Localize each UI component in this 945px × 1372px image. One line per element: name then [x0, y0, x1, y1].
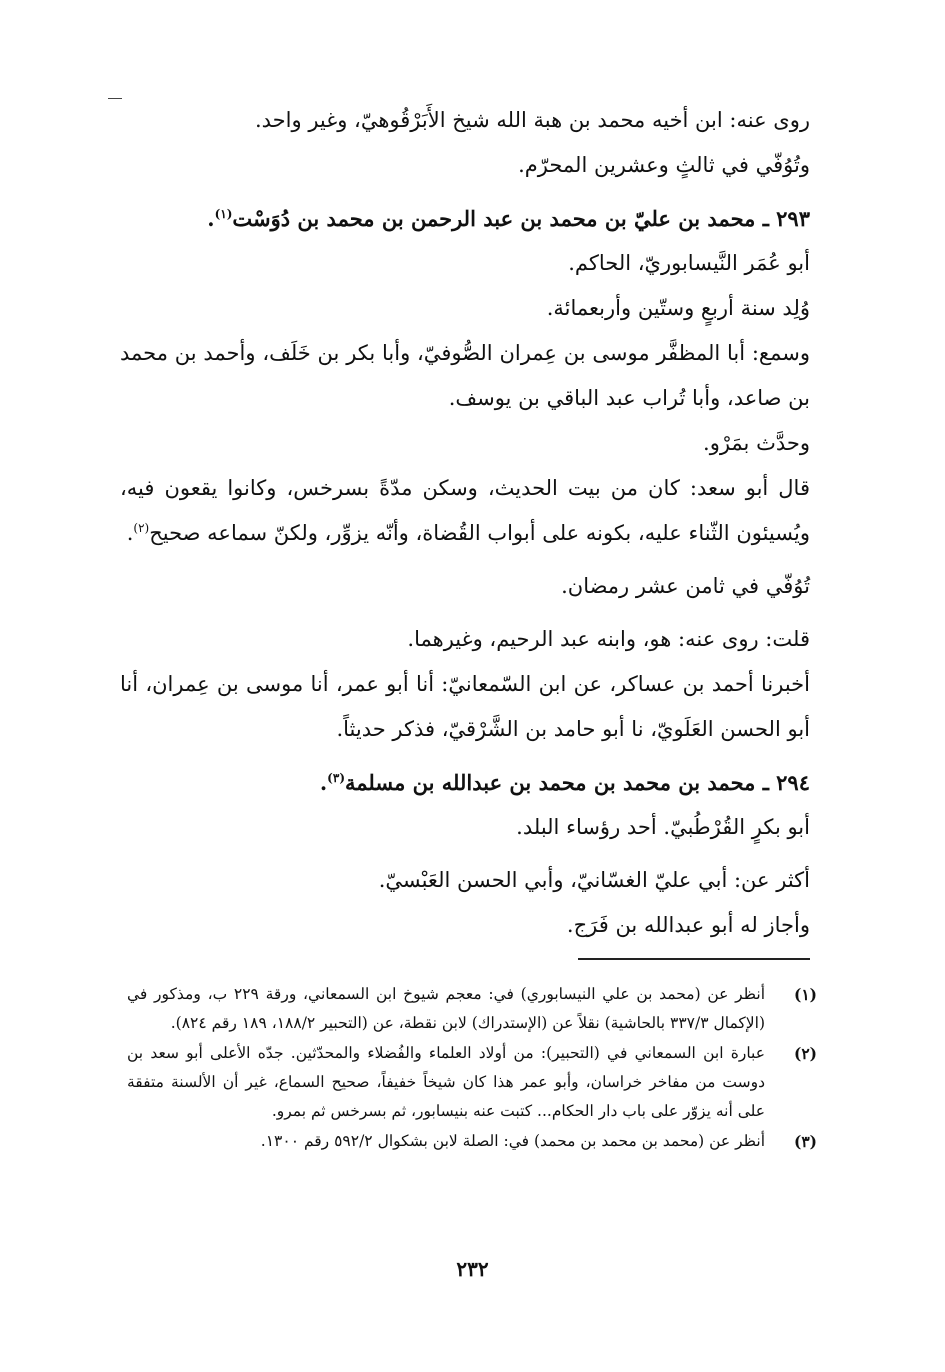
footnote-text: أنظر عن (محمد بن علي النيسابوري) في: معجم شيوخ ابن السمعاني، ورقة ٢٢٩ ب، ومذكور في (الإكمال ٣٣٧/٣ بالحاشية) نقلاً عن (الإستدراك) لابن نقطة، عن (التحبير ١٨٨/٢، ١٨٩ رقم ٨٢٤). — [127, 985, 765, 1032]
footnote — [127, 1127, 817, 1156]
text-line: أبو بكرٍ القُرْطُبيّ. أحد رؤساء البلد. — [516, 815, 810, 839]
entry-294-heading: ٢٩٤ ـ محمد بن محمد بن محمد بن عبدالله بن مسلمة$^{(٣)}$. — [319, 770, 810, 795]
text-line: أكثر عن: أبي عليّ الغسّانيّ، وأبي الحسن العَبْسيّ. — [378, 868, 810, 892]
footnote-ref-3: (٣) — [327, 771, 345, 785]
footnote — [127, 1039, 817, 1126]
text-line: وُلِد سنة أربعٍ وستّين وأربعمائة. — [546, 296, 810, 320]
text-paragraph: أخبرنا أحمد بن عساكر، عن ابن السّمعانيّ: أنا أبو عمر، أنا موسى بن عِمران، أنا أبو الحسن العَلَويّ، نا أبو حامد بن الشَّرْقيّ، فذكر حديثاً. — [120, 672, 810, 741]
text-paragraph: وسمع: أبا المظفَّر موسى بن عِمران الصُّوفيّ، وأبا بكر بن خَلَف، وأحمد بن محمد بن صاعد، وأبا تُراب عبد الباقي بن يوسف. — [120, 341, 810, 410]
footnote-number: (٣) — [793, 1132, 817, 1151]
entry-293-heading: ٢٩٣ ـ محمد بن عليّ بن محمد بن عبد الرحمن بن محمد بن دُوَسْت$^{(١)}$. — [207, 206, 810, 231]
text-line: تُوُفّي في ثامن عشر رمضان. — [561, 574, 810, 598]
main-text — [120, 98, 810, 948]
footnotes — [127, 980, 817, 1157]
text-line: روى عنه: ابن أخيه محمد بن هبة الله شيخ الأَبَرْقُوهيّ، وغير واحد. — [254, 108, 810, 132]
footnote-number: (١) — [793, 985, 817, 1004]
footnote-separator — [578, 958, 810, 960]
footnote-text: أنظر عن (محمد بن محمد بن محمد) في: الصلة لابن بشكوال ٥٩٢/٢ رقم ١٣٠٠. — [260, 1132, 765, 1150]
footnote-number: (٢) — [793, 1044, 817, 1063]
footnote-ref-2: (٢) — [133, 521, 150, 535]
text-line: أبو عُمَر النَّيسابوريّ، الحاكم. — [568, 251, 810, 275]
footnote-ref-1: (١) — [214, 207, 233, 221]
text-line: قلت: روى عنه: هو، وابنه عبد الرحيم، وغيرهما. — [407, 627, 810, 651]
text-line: وحدَّث بمَرْو. — [703, 431, 810, 455]
page-number: ٢٣٢ — [456, 1257, 489, 1281]
text-paragraph: قال أبو سعد: كان من بيت الحديث، وسكن مدّةً بسرخس، وكانوا يقعون فيه، ويُسيئون الثّناء عليه، بكونه على أبواب القُضاة، وأنّه يزوِّر، ولكنّ سماعه صحيح$^{(٢)}$. — [120, 476, 810, 545]
footnote-text: عبارة ابن السمعاني في (التحبير): من أولاد العلماء والفُضلاء والمحدّثين. جدّه الأعلى أبو سعد بن دوست من مفاخر خراسان، وأبو عمر هذا كان شيخاً خفيفاً، صحيح السماع، غير أن الألسنة متفقة على أنه يزوّر على باب دار الحكام... كتبت عنه بنيسابور، ثم بسرخس ثم بمرو. — [127, 1044, 765, 1120]
text-line: وتُوُفّي في ثالثٍ وعشرين المحرّم. — [518, 153, 810, 177]
footnote — [127, 980, 817, 1038]
text-line: وأجاز له أبو عبدالله بن فَرَج. — [566, 913, 810, 937]
